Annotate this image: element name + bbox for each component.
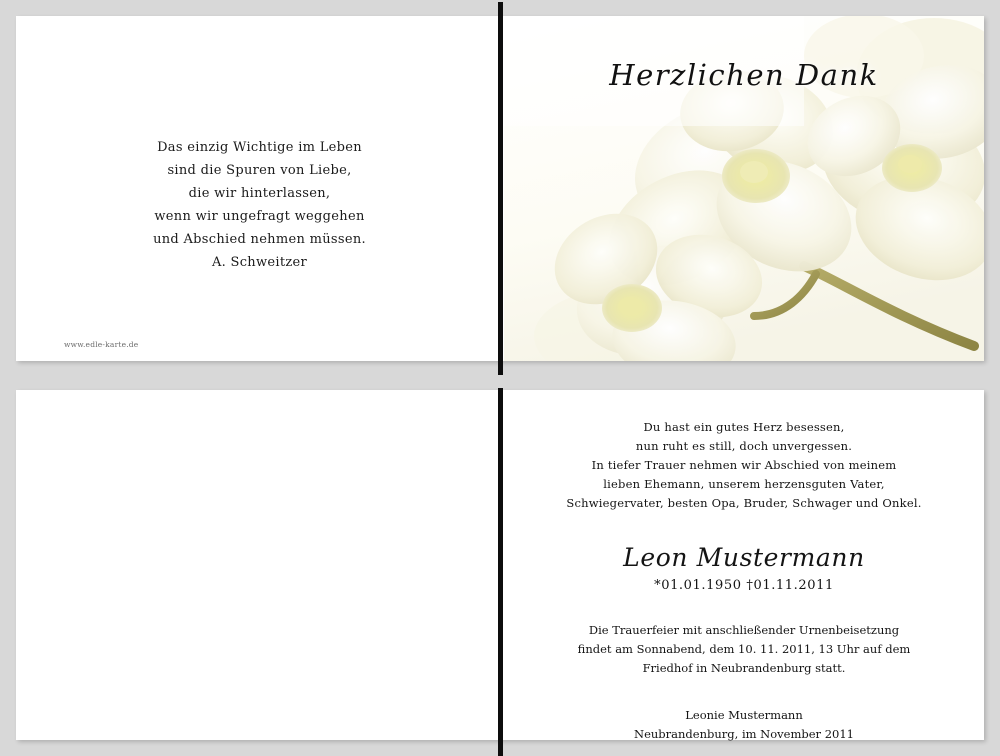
ceremony-line: findet am Sonnabend, dem 10. 11. 2011, 13 Uhr auf dem (577, 642, 911, 656)
obituary-verse-line: Du hast ein gutes Herz besessen, (643, 420, 845, 434)
cover-title: Herzlichen Dank (609, 58, 879, 92)
watermark-url: www.edle-karte.de (64, 340, 139, 349)
signature-name: Leonie Mustermann (685, 708, 803, 722)
obituary-verse (504, 418, 984, 513)
card-back-page (16, 16, 503, 361)
obituary-verse-line: In tiefer Trauer nehmen wir Abschied von meinem (591, 458, 897, 472)
inside-left-page (16, 390, 503, 740)
obituary-verse-line: Schwiegervater, besten Opa, Bruder, Schwager und Onkel. (566, 496, 922, 510)
card-fold-line-bottom (498, 388, 503, 756)
verse-line: und Abschied nehmen müssen. (153, 232, 366, 247)
signature-place-date: Neubrandenburg, im November 2011 (634, 727, 854, 741)
verse-line: sind die Spuren von Liebe, (167, 163, 352, 178)
obituary-verse-line: nun ruht es still, doch unvergessen. (635, 439, 853, 453)
ceremony-details (504, 621, 984, 678)
obituary-text (504, 418, 984, 744)
verse-author: A. Schweitzer (211, 255, 308, 270)
verse-line: wenn wir ungefragt weggehen (154, 209, 365, 224)
inside-right-page (504, 390, 984, 740)
deceased-dates: *01.01.1950 †01.11.2011 (654, 578, 834, 593)
card-fold-line-top (498, 2, 503, 375)
back-verse (16, 136, 503, 274)
orchid-photo (504, 16, 984, 361)
deceased-name: Leon Mustermann (623, 543, 865, 572)
verse-line: die wir hinterlassen, (188, 186, 331, 201)
ceremony-line: Friedhof in Neubrandenburg statt. (642, 661, 846, 675)
ceremony-line: Die Trauerfeier mit anschließender Urnenbeisetzung (588, 623, 900, 637)
card-front-page (504, 16, 984, 361)
verse-line: Das einzig Wichtige im Leben (157, 140, 362, 155)
signature-block (504, 706, 984, 744)
obituary-verse-line: lieben Ehemann, unserem herzensguten Vater, (603, 477, 885, 491)
